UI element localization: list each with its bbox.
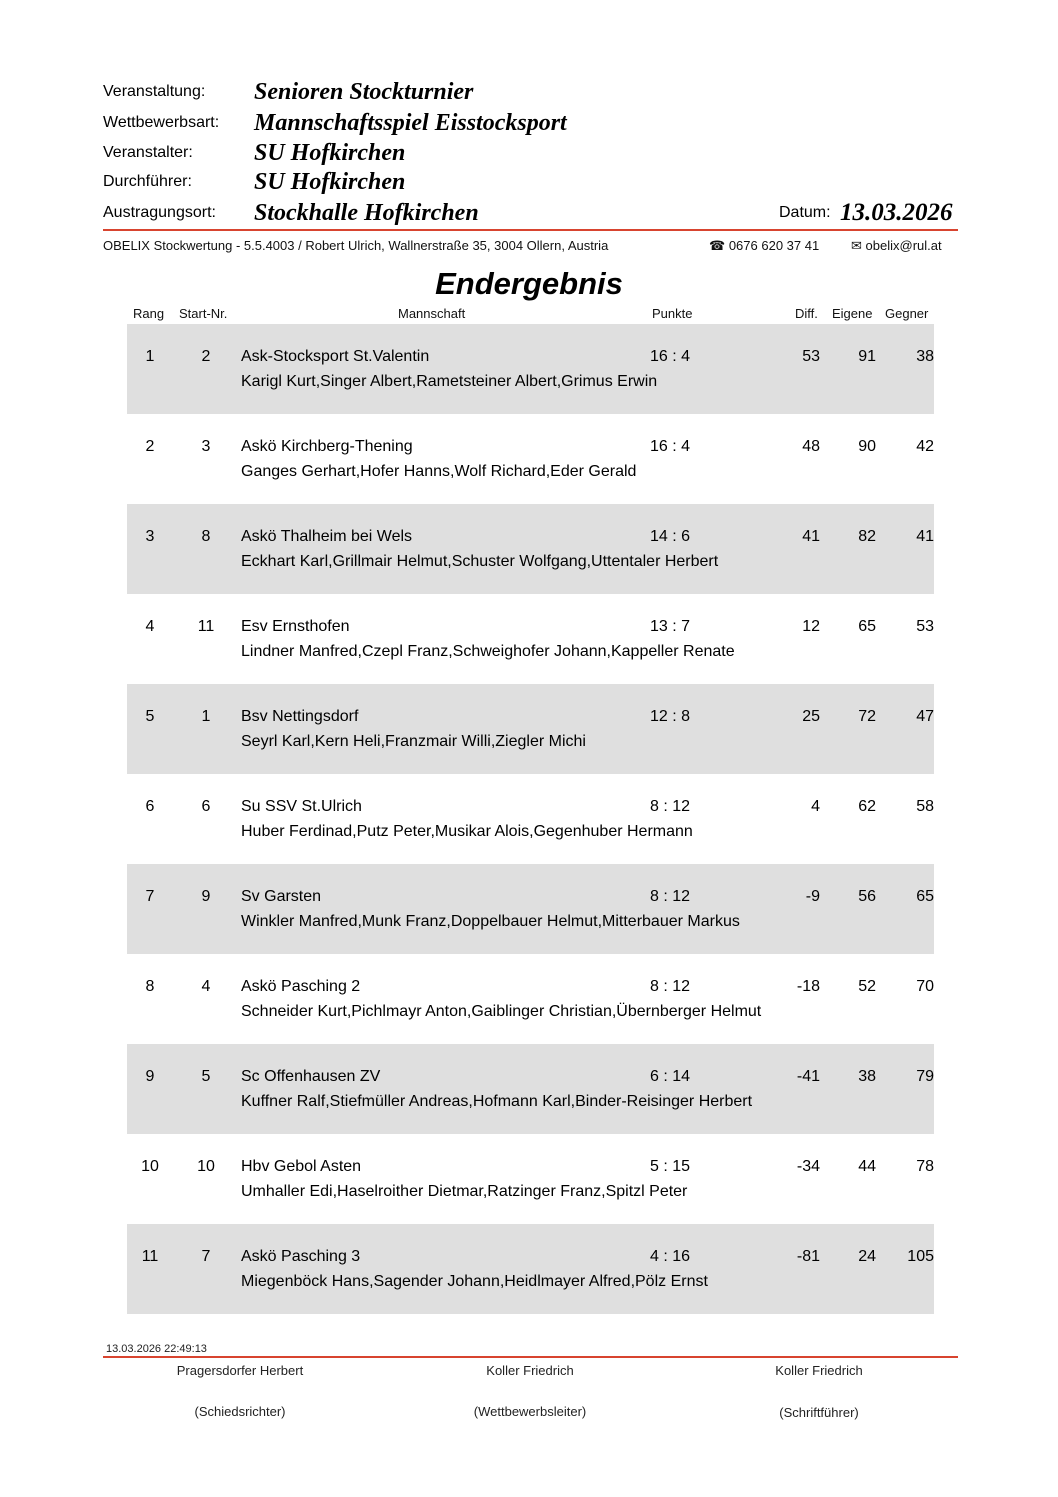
field-label-veranstalter: Veranstalter: bbox=[103, 144, 193, 161]
row-eigene: 72 bbox=[858, 708, 876, 725]
row-players: Schneider Kurt,Pichlmayr Anton,Gaiblinger Christian,Übernberger Helmut bbox=[241, 1003, 762, 1020]
row-team-name: Su SSV St.Ulrich bbox=[241, 798, 362, 815]
table-row bbox=[0, 864, 1058, 954]
row-start-nr: 6 bbox=[201, 798, 211, 815]
row-players: Umhaller Edi,Haselroither Dietmar,Ratzinger Franz,Spitzl Peter bbox=[241, 1183, 688, 1200]
row-start-nr: 10 bbox=[197, 1158, 215, 1175]
row-gegner: 79 bbox=[916, 1068, 934, 1085]
row-eigene: 52 bbox=[858, 978, 876, 995]
row-start-nr: 8 bbox=[201, 528, 211, 545]
table-row bbox=[0, 1134, 1058, 1224]
col-rang: Rang bbox=[133, 306, 165, 321]
table-row bbox=[0, 684, 1058, 774]
row-team-name: Askö Pasching 3 bbox=[241, 1248, 361, 1265]
row-diff: -9 bbox=[805, 888, 820, 905]
row-punkte: 6 : 14 bbox=[650, 1068, 691, 1085]
row-team-name: Hbv Gebol Asten bbox=[241, 1158, 362, 1175]
row-punkte: 12 : 8 bbox=[650, 708, 691, 725]
row-eigene: 44 bbox=[858, 1158, 876, 1175]
date-label: Datum: bbox=[779, 204, 831, 221]
row-team-name: Ask-Stocksport St.Valentin bbox=[241, 348, 430, 365]
row-rang: 2 bbox=[145, 438, 155, 455]
signature-name-schriftfuehrer: Koller Friedrich bbox=[775, 1363, 863, 1378]
row-players: Eckhart Karl,Grillmair Helmut,Schuster Wolfgang,Uttentaler Herbert bbox=[241, 553, 719, 570]
row-diff: -41 bbox=[796, 1068, 820, 1085]
row-diff: 41 bbox=[802, 528, 820, 545]
row-players: Miegenböck Hans,Sagender Johann,Heidlmayer Alfred,Pölz Ernst bbox=[241, 1273, 708, 1290]
col-gegner: Gegner bbox=[885, 306, 929, 321]
row-rang: 1 bbox=[145, 348, 155, 365]
row-eigene: 90 bbox=[858, 438, 876, 455]
col-start-nr: Start-Nr. bbox=[179, 306, 228, 321]
signature-name-schiedsrichter: Pragersdorfer Herbert bbox=[176, 1363, 304, 1378]
envelope-icon: ✉ bbox=[851, 238, 862, 253]
row-punkte: 16 : 4 bbox=[650, 438, 691, 455]
row-punkte: 16 : 4 bbox=[650, 348, 691, 365]
row-gegner: 41 bbox=[916, 528, 934, 545]
table-row bbox=[0, 414, 1058, 504]
row-start-nr: 9 bbox=[201, 888, 211, 905]
row-diff: -18 bbox=[796, 978, 820, 995]
row-eigene: 56 bbox=[858, 888, 876, 905]
row-eigene: 91 bbox=[858, 348, 876, 365]
row-gegner: 42 bbox=[916, 438, 934, 455]
print-timestamp: 13.03.2026 22:49:13 bbox=[106, 1343, 207, 1355]
row-team-name: Sc Offenhausen ZV bbox=[241, 1068, 381, 1085]
row-rang: 8 bbox=[145, 978, 155, 995]
row-players: Lindner Manfred,Czepl Franz,Schweighofer Johann,Kappeller Renate bbox=[241, 643, 735, 660]
email-link[interactable]: obelix@rul.at bbox=[865, 238, 942, 253]
row-eigene: 65 bbox=[858, 618, 876, 635]
row-gegner: 53 bbox=[916, 618, 934, 635]
row-gegner: 70 bbox=[916, 978, 934, 995]
phone-contact bbox=[709, 238, 819, 254]
row-punkte: 5 : 15 bbox=[650, 1158, 691, 1175]
row-rang: 9 bbox=[145, 1068, 155, 1085]
col-eigene: Eigene bbox=[832, 306, 873, 321]
table-row bbox=[0, 774, 1058, 864]
row-diff: -34 bbox=[796, 1158, 820, 1175]
row-gegner: 47 bbox=[916, 708, 934, 725]
row-start-nr: 2 bbox=[201, 348, 211, 365]
row-gegner: 78 bbox=[916, 1158, 934, 1175]
row-diff: 53 bbox=[802, 348, 820, 365]
signature-role-schriftfuehrer: (Schriftführer) bbox=[779, 1405, 859, 1420]
row-rang: 3 bbox=[145, 528, 155, 545]
row-punkte: 8 : 12 bbox=[650, 978, 691, 995]
row-eigene: 62 bbox=[858, 798, 876, 815]
row-diff: -81 bbox=[796, 1248, 820, 1265]
phone-icon: ☎ bbox=[709, 238, 726, 253]
page-title: Endergebnis bbox=[435, 266, 623, 301]
row-players: Huber Ferdinad,Putz Peter,Musikar Alois,Gegenhuber Hermann bbox=[241, 823, 693, 840]
row-eigene: 24 bbox=[858, 1248, 876, 1265]
row-players: Ganges Gerhart,Hofer Hanns,Wolf Richard,Eder Gerald bbox=[241, 463, 637, 480]
row-team-name: Askö Kirchberg-Thening bbox=[241, 438, 413, 455]
row-diff: 4 bbox=[811, 798, 820, 815]
software-info: OBELIX Stockwertung - 5.5.4003 / Robert Ulrich, Wallnerstraße 35, 3004 Ollern, Austria bbox=[103, 238, 609, 253]
col-mannschaft: Mannschaft bbox=[398, 306, 466, 321]
field-label-durchfuehrer: Durchführer: bbox=[103, 173, 192, 190]
row-gegner: 65 bbox=[916, 888, 934, 905]
row-start-nr: 5 bbox=[201, 1068, 211, 1085]
field-label-veranstaltung: Veranstaltung: bbox=[103, 83, 206, 100]
row-start-nr: 3 bbox=[201, 438, 211, 455]
row-players: Karigl Kurt,Singer Albert,Rametsteiner Albert,Grimus Erwin bbox=[241, 373, 658, 390]
row-start-nr: 1 bbox=[201, 708, 211, 725]
field-label-wettbewerbsart: Wettbewerbsart: bbox=[103, 114, 220, 131]
field-label-austragungsort: Austragungsort: bbox=[103, 204, 216, 221]
row-punkte: 4 : 16 bbox=[650, 1248, 691, 1265]
footer-divider bbox=[103, 1356, 958, 1358]
table-row bbox=[0, 1044, 1058, 1134]
phone-number: 0676 620 37 41 bbox=[728, 238, 820, 253]
row-punkte: 8 : 12 bbox=[650, 888, 691, 905]
row-rang: 6 bbox=[145, 798, 155, 815]
row-diff: 48 bbox=[802, 438, 820, 455]
row-team-name: Askö Pasching 2 bbox=[241, 978, 361, 995]
row-diff: 25 bbox=[802, 708, 820, 725]
row-gegner: 58 bbox=[916, 798, 934, 815]
field-value-wettbewerbsart: Mannschaftsspiel Eisstocksport bbox=[254, 110, 567, 136]
row-rang: 11 bbox=[141, 1248, 159, 1265]
signature-role-wettbewerbsleiter: (Wettbewerbsleiter) bbox=[473, 1404, 587, 1419]
row-start-nr: 4 bbox=[201, 978, 211, 995]
field-value-veranstaltung: Senioren Stockturnier bbox=[254, 79, 474, 105]
table-row bbox=[0, 504, 1058, 594]
table-row bbox=[0, 954, 1058, 1044]
row-gegner: 38 bbox=[916, 348, 934, 365]
row-team-name: Askö Thalheim bei Wels bbox=[241, 528, 413, 545]
row-rang: 7 bbox=[145, 888, 155, 905]
email-contact bbox=[851, 238, 942, 254]
row-gegner: 105 bbox=[907, 1248, 934, 1265]
row-punkte: 13 : 7 bbox=[650, 618, 691, 635]
table-row bbox=[0, 1224, 1058, 1314]
row-start-nr: 7 bbox=[201, 1248, 211, 1265]
field-value-durchfuehrer: SU Hofkirchen bbox=[254, 169, 406, 195]
row-start-nr: 11 bbox=[197, 618, 215, 635]
row-players: Seyrl Karl,Kern Heli,Franzmair Willi,Ziegler Michi bbox=[241, 733, 586, 750]
row-team-name: Sv Garsten bbox=[241, 888, 322, 905]
row-eigene: 38 bbox=[858, 1068, 876, 1085]
row-eigene: 82 bbox=[858, 528, 876, 545]
signature-role-schiedsrichter: (Schiedsrichter) bbox=[194, 1404, 286, 1419]
date-value: 13.03.2026 bbox=[840, 199, 953, 226]
field-value-veranstalter: SU Hofkirchen bbox=[254, 140, 406, 166]
signature-name-wettbewerbsleiter: Koller Friedrich bbox=[486, 1363, 574, 1378]
col-punkte: Punkte bbox=[652, 306, 693, 321]
header-divider bbox=[103, 229, 958, 231]
row-team-name: Bsv Nettingsdorf bbox=[241, 708, 359, 725]
row-rang: 4 bbox=[145, 618, 155, 635]
row-rang: 5 bbox=[145, 708, 155, 725]
row-diff: 12 bbox=[802, 618, 820, 635]
col-diff: Diff. bbox=[795, 306, 818, 321]
table-row bbox=[0, 324, 1058, 414]
row-rang: 10 bbox=[141, 1158, 159, 1175]
row-punkte: 14 : 6 bbox=[650, 528, 691, 545]
table-row bbox=[0, 594, 1058, 684]
row-players: Winkler Manfred,Munk Franz,Doppelbauer Helmut,Mitterbauer Markus bbox=[241, 913, 740, 930]
row-punkte: 8 : 12 bbox=[650, 798, 691, 815]
row-team-name: Esv Ernsthofen bbox=[241, 618, 350, 635]
field-value-austragungsort: Stockhalle Hofkirchen bbox=[254, 200, 479, 226]
row-players: Kuffner Ralf,Stiefmüller Andreas,Hofmann Karl,Binder-Reisinger Herbert bbox=[241, 1093, 753, 1110]
